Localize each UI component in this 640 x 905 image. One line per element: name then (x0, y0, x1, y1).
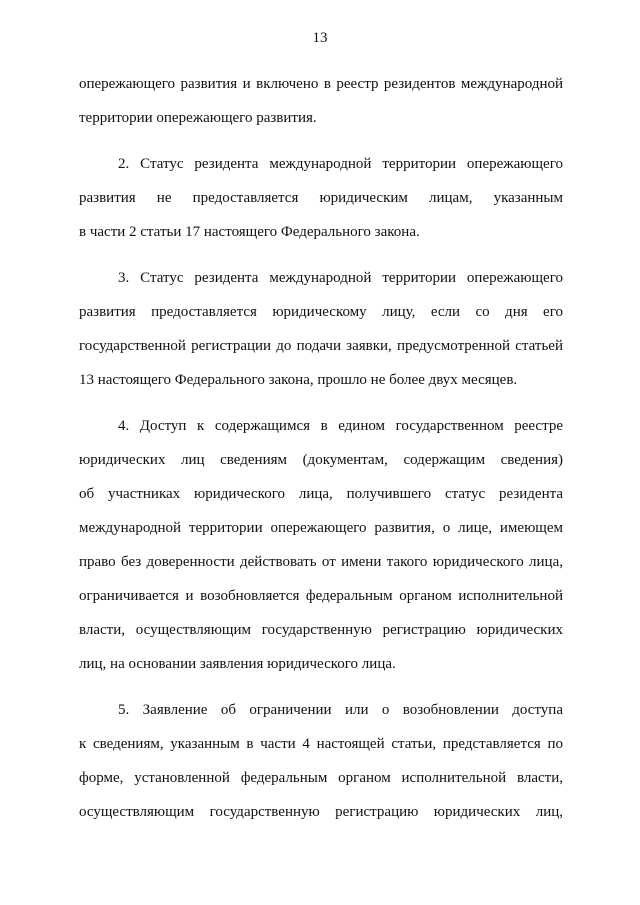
text-line: к сведениям, указанным в части 4 настоящей статьи, представляется по (79, 736, 563, 752)
text-line: юридических лиц сведениям (документам, содержащим сведения) (79, 452, 563, 468)
text-line: об участниках юридического лица, получившего статус резидента (79, 486, 563, 502)
text-line: власти, осуществляющим государственную регистрацию юридических (79, 622, 563, 638)
paragraph-item-2 (79, 147, 563, 249)
text-line: 2. Статус резидента международной территории опережающего (118, 156, 563, 172)
text-line: развития предоставляется юридическому лицу, если со дня его (79, 304, 563, 320)
paragraph-item-3 (79, 261, 563, 397)
text-line: форме, установленной федеральным органом исполнительной власти, (79, 770, 563, 786)
text-line: опережающего развития и включено в реестр резидентов международной (79, 76, 563, 92)
text-line: 4. Доступ к содержащимся в едином государственном реестре (118, 418, 563, 434)
document-body (79, 67, 563, 841)
paragraph-item-4 (79, 409, 563, 681)
text-line: государственной регистрации до подачи заявки, предусмотренной статьей (79, 338, 563, 354)
paragraph-item-5 (79, 693, 563, 829)
text-line: территории опережающего развития. (79, 110, 317, 126)
paragraph-continuation (79, 67, 563, 135)
text-line: ограничивается и возобновляется федеральным органом исполнительной (79, 588, 563, 604)
page-number: 13 (312, 30, 328, 46)
text-line: осуществляющим государственную регистрацию юридических лиц, (79, 804, 563, 820)
text-line: международной территории опережающего развития, о лице, имеющем (79, 520, 563, 536)
text-line: в части 2 статьи 17 настоящего Федерального закона. (79, 224, 420, 240)
text-line: 3. Статус резидента международной территории опережающего (118, 270, 563, 286)
text-line: лиц, на основании заявления юридического лица. (79, 656, 396, 672)
text-line: 13 настоящего Федерального закона, прошло не более двух месяцев. (79, 372, 518, 388)
text-line: 5. Заявление об ограничении или о возобновлении доступа (118, 702, 563, 718)
text-line: право без доверенности действовать от имени такого юридического лица, (79, 554, 563, 570)
text-line: развития не предоставляется юридическим лицам, указанным (79, 190, 563, 206)
